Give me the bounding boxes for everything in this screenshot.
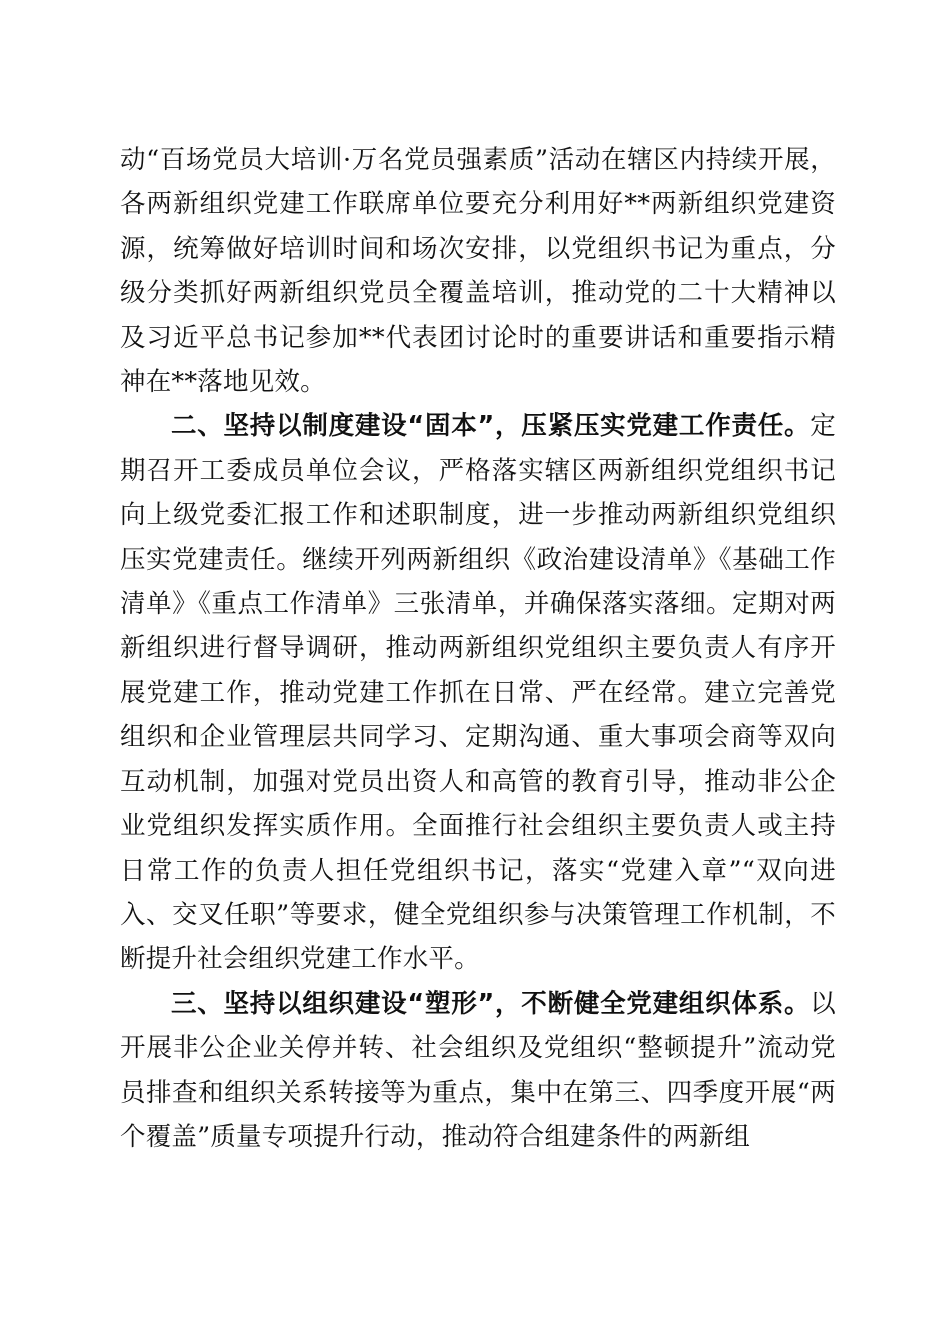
document-page [120, 138, 836, 1159]
section-heading: 二、坚持以制度建设“固本”，压紧压实党建工作责任。 [171, 411, 811, 442]
paragraph-text: 动“百场党员大培训·万名党员强素质”活动在辖区内持续开展，各两新组织党建工作联席单位要充分利用好**两新组织党建资源，统筹做好培训时间和场次安排，以党组织书记为重点，分级分类抓好两新组织党员全覆盖培训，推动党的二十大精神以及习近平总书记参加**代表团讨论时的重要讲话和重要指示精神在**落地见效。 [120, 145, 836, 398]
paragraph-continuation [120, 138, 836, 404]
paragraph-section-three [120, 982, 836, 1160]
paragraph-text: 定期召开工委成员单位会议，严格落实辖区两新组织党组织书记向上级党委汇报工作和述职制度，进一步推动两新组织党组织压实党建责任。继续开列两新组织《政治建设清单》《基础工作清单》《重点工作清单》三张清单，并确保落实落细。定期对两新组织进行督导调研，推动两新组织党组织主要负责人有序开展党建工作，推动党建工作抓在日常、严在经常。建立完善党组织和企业管理层共同学习、定期沟通、重大事项会商等双向互动机制，加强对党员出资人和高管的教育引导，推动非公企业党组织发挥实质作用。全面推行社会组织主要负责人或主持日常工作的负责人担任党组织书记，落实“党建入章”“双向进入、交叉任职”等要求，健全党组织参与决策管理工作机制，不断提升社会组织党建工作水平。 [120, 411, 836, 975]
section-heading: 三、坚持以组织建设“塑形”，不断健全党建组织体系。 [171, 988, 811, 1019]
paragraph-section-two [120, 404, 836, 981]
paragraph-text: 以开展非公企业关停并转、社会组织及党组织“整顿提升”流动党员排查和组织关系转接等为重点，集中在第三、四季度开展“两个覆盖”质量专项提升行动，推动符合组建条件的两新组 [120, 988, 836, 1152]
